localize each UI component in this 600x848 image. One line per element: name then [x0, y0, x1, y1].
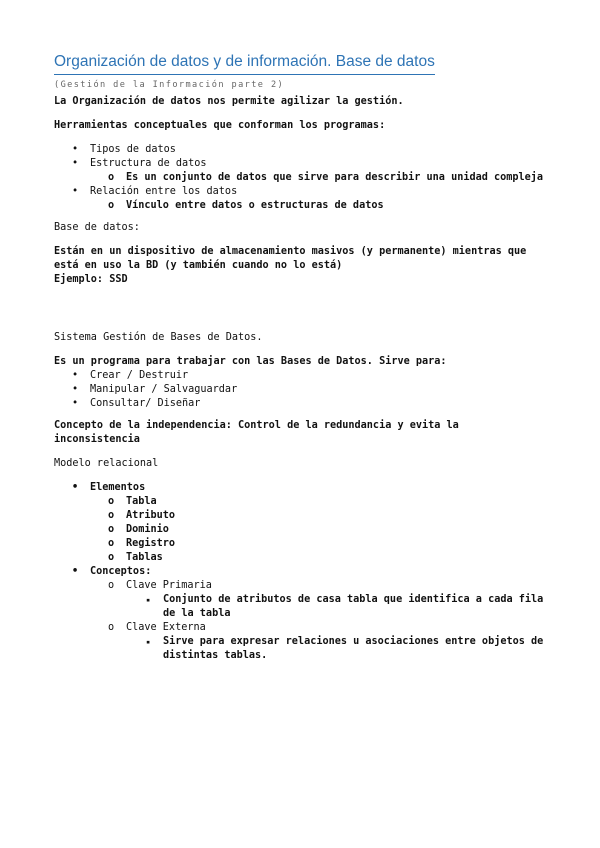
- independence-text: Concepto de la independencia: Control de la redundancia y evita la: [54, 420, 459, 431]
- model-heading: Modelo relacional: [54, 458, 159, 469]
- list-item: ▪ Conjunto de atributos de casa tabla que identifica a cada fila: [146, 594, 544, 605]
- list-item: • Relación entre los datos: [72, 186, 238, 197]
- list-item-continuation: de la tabla: [163, 608, 231, 619]
- list-item-continuation: distintas tablas.: [163, 650, 268, 661]
- list-item: o Atributo: [108, 510, 176, 521]
- bullet-circle-icon: o: [108, 622, 115, 633]
- bullet-circle-icon: o: [108, 580, 115, 591]
- list-item: ▪ Sirve para expresar relaciones u asociaciones entre objetos de: [146, 636, 544, 647]
- tools-heading: Herramientas conceptuales que conforman los programas:: [54, 120, 386, 131]
- list-item: • Conceptos:: [72, 566, 152, 577]
- bullet-square-icon: ▪: [146, 638, 151, 646]
- db-example: Ejemplo: SSD: [54, 274, 128, 285]
- bullet-disc-icon: •: [72, 398, 79, 409]
- bullet-disc-icon: •: [72, 482, 79, 493]
- db-heading: Base de datos:: [54, 222, 140, 233]
- bullet-disc-icon: •: [72, 370, 79, 381]
- bullet-disc-icon: •: [72, 384, 79, 395]
- bullet-circle-icon: o: [108, 172, 115, 183]
- bullet-disc-icon: •: [72, 144, 79, 155]
- bullet-circle-icon: o: [108, 496, 115, 507]
- list-item: o Dominio: [108, 524, 169, 535]
- db-text-line: está en uso la BD (y también cuando no lo está): [54, 260, 343, 271]
- bullet-disc-icon: •: [72, 566, 79, 577]
- list-item: • Manipular / Salvaguardar: [72, 384, 238, 395]
- intro-paragraph: La Organización de datos nos permite agilizar la gestión.: [54, 96, 404, 107]
- list-item: o Tabla: [108, 496, 157, 507]
- list-item: o Clave Primaria: [108, 580, 212, 591]
- sgbd-list: [54, 369, 554, 411]
- independence-text: inconsistencia: [54, 434, 140, 445]
- document-page: [54, 52, 554, 663]
- bullet-circle-icon: o: [108, 552, 115, 563]
- sgbd-text: Es un programa para trabajar con las Bases de Datos. Sirve para:: [54, 356, 447, 367]
- list-item: • Estructura de datos: [72, 158, 207, 169]
- document-title: Organización de datos y de información. Base de datos: [54, 52, 435, 75]
- db-text-line: Están en un dispositivo de almacenamiento masivos (y permanente) mientras que: [54, 246, 527, 257]
- bullet-circle-icon: o: [108, 510, 115, 521]
- list-item: o Vínculo entre datos o estructuras de datos: [108, 200, 384, 211]
- list-item: o Clave Externa: [108, 622, 206, 633]
- document-subtitle: (Gestión de la Información parte 2): [54, 80, 285, 90]
- model-list: [54, 481, 554, 663]
- list-item: o Registro: [108, 538, 176, 549]
- list-item: • Crear / Destruir: [72, 370, 189, 381]
- list-item: • Elementos: [72, 482, 146, 493]
- bullet-square-icon: ▪: [146, 596, 151, 604]
- bullet-disc-icon: •: [72, 158, 79, 169]
- bullet-circle-icon: o: [108, 524, 115, 535]
- list-item: • Tipos de datos: [72, 144, 176, 155]
- list-item: • Consultar/ Diseñar: [72, 398, 201, 409]
- bullet-disc-icon: •: [72, 186, 79, 197]
- bullet-circle-icon: o: [108, 200, 115, 211]
- list-item: o Tablas: [108, 552, 163, 563]
- list-item: o Es un conjunto de datos que sirve para describir una unidad compleja: [108, 172, 544, 183]
- tools-list: [54, 143, 554, 213]
- sgbd-heading: Sistema Gestión de Bases de Datos.: [54, 332, 263, 343]
- bullet-circle-icon: o: [108, 538, 115, 549]
